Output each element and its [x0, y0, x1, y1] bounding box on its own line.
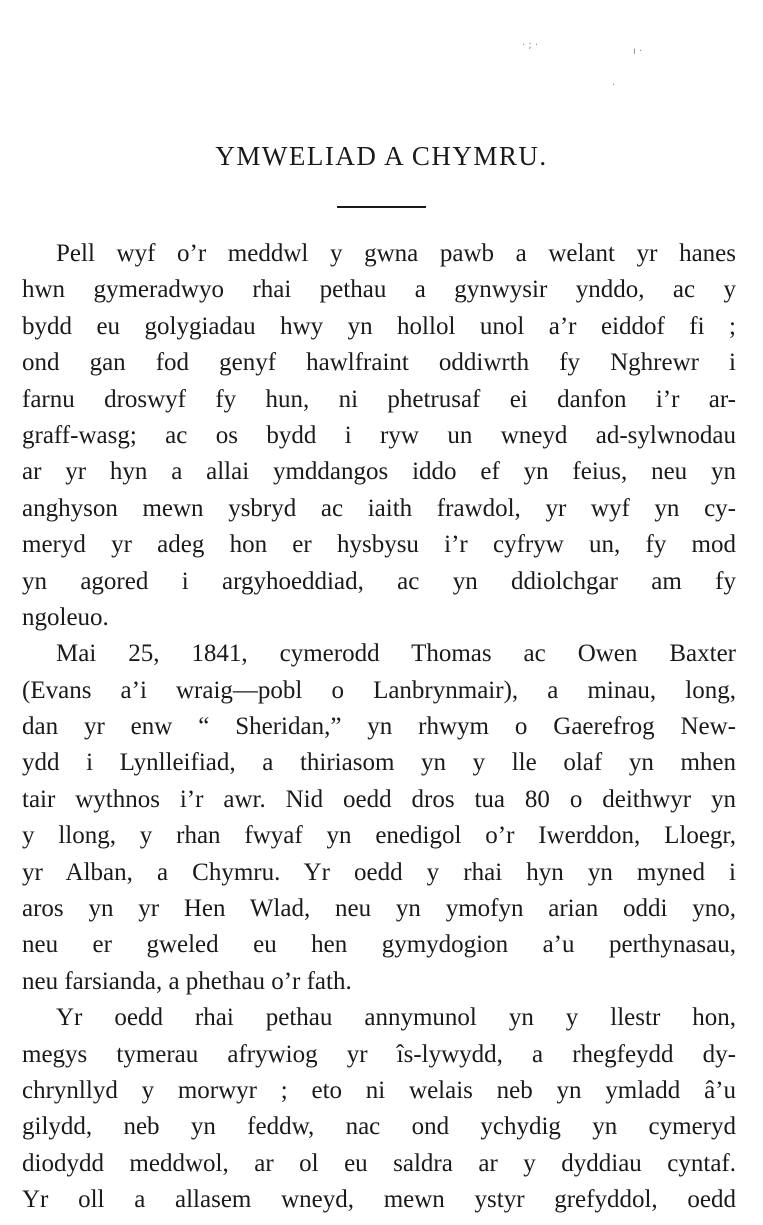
- text-line: ond gan fod genyf hawlfraint oddiwrth fy Nghrewr i: [22, 349, 736, 377]
- text-line: y llong, y rhan fwyaf yn enedigol o’r Iwerddon, Lloegr,: [22, 822, 736, 850]
- text-line: anghyson mewn ysbryd ac iaith frawdol, yr wyf yn cy-: [22, 494, 736, 522]
- text-line: neu farsianda, a phethau o’r fath.: [22, 967, 352, 995]
- text-line: bydd eu golygiadau hwy yn hollol unol a’r eiddof fi ;: [22, 312, 736, 340]
- text-line: Yr oll a allasem wneyd, mewn ystyr grefyddol, oedd: [22, 1186, 736, 1214]
- text-line: (Evans a’i wraig—pobl o Lanbrynmair), a minau, long,: [22, 676, 736, 704]
- text-line: meryd yr adeg hon er hysbysu i’r cyfryw un, fy mod: [22, 531, 736, 559]
- text-line: Mai 25, 1841, cymerodd Thomas ac Owen Baxter: [56, 640, 736, 668]
- text-line: hwn gymeradwyo rhai pethau a gynwysir ynddo, ac y: [22, 276, 736, 304]
- text-line: Yr oedd rhai pethau annymunol yn y llestr hon,: [56, 1004, 736, 1032]
- page-title: YMWELIAD A CHYMRU.: [215, 141, 548, 171]
- text-line: megys tymerau afrywiog yr îs-lywydd, a rhegfeydd dy-: [22, 1040, 736, 1068]
- text-line: neu er gweled eu hen gymydogion a’u perthynasau,: [22, 931, 736, 959]
- text-line: tair wythnos i’r awr. Nid oedd dros tua 80 o deithwyr yn: [22, 785, 736, 813]
- text-line: chrynllyd y morwyr ; eto ni welais neb yn ymladd â’u: [22, 1076, 736, 1104]
- text-line: graff-wasg; ac os bydd i ryw un wneyd ad-sylwnodau: [22, 421, 736, 449]
- print-speck: ı ·: [633, 46, 643, 57]
- body-text: [22, 236, 736, 1219]
- text-line: aros yn yr Hen Wlad, neu yn ymofyn arian oddi yno,: [22, 895, 736, 923]
- print-speck: ·: [612, 80, 616, 91]
- text-line: yn agored i argyhoeddiad, ac yn ddiolchgar am fy: [22, 567, 736, 595]
- text-line: gilydd, neb yn feddw, nac ond ychydig yn cymeryd: [22, 1113, 736, 1141]
- title-divider: [337, 206, 426, 208]
- text-line: Pell wyf o’r meddwl y gwna pawb a welant yr hanes: [56, 240, 736, 267]
- text-line: yr Alban, a Chymru. Yr oedd y rhai hyn yn myned i: [22, 858, 736, 886]
- text-line: ar yr hyn a allai ymddangos iddo ef yn feius, neu yn: [22, 458, 736, 486]
- text-line: ydd i Lynlleifiad, a thiriasom yn y lle olaf yn mhen: [22, 749, 736, 777]
- text-line: ngoleuo.: [22, 603, 109, 631]
- print-speck: · ; ·: [522, 40, 539, 51]
- text-line: diodydd meddwol, ar ol eu saldra ar y dyddiau cyntaf.: [22, 1149, 736, 1177]
- text-line: dan yr enw “ Sheridan,” yn rhwym o Gaerefrog New-: [22, 713, 736, 741]
- text-line: farnu droswyf fy hun, ni phetrusaf ei danfon i’r ar-: [22, 385, 736, 413]
